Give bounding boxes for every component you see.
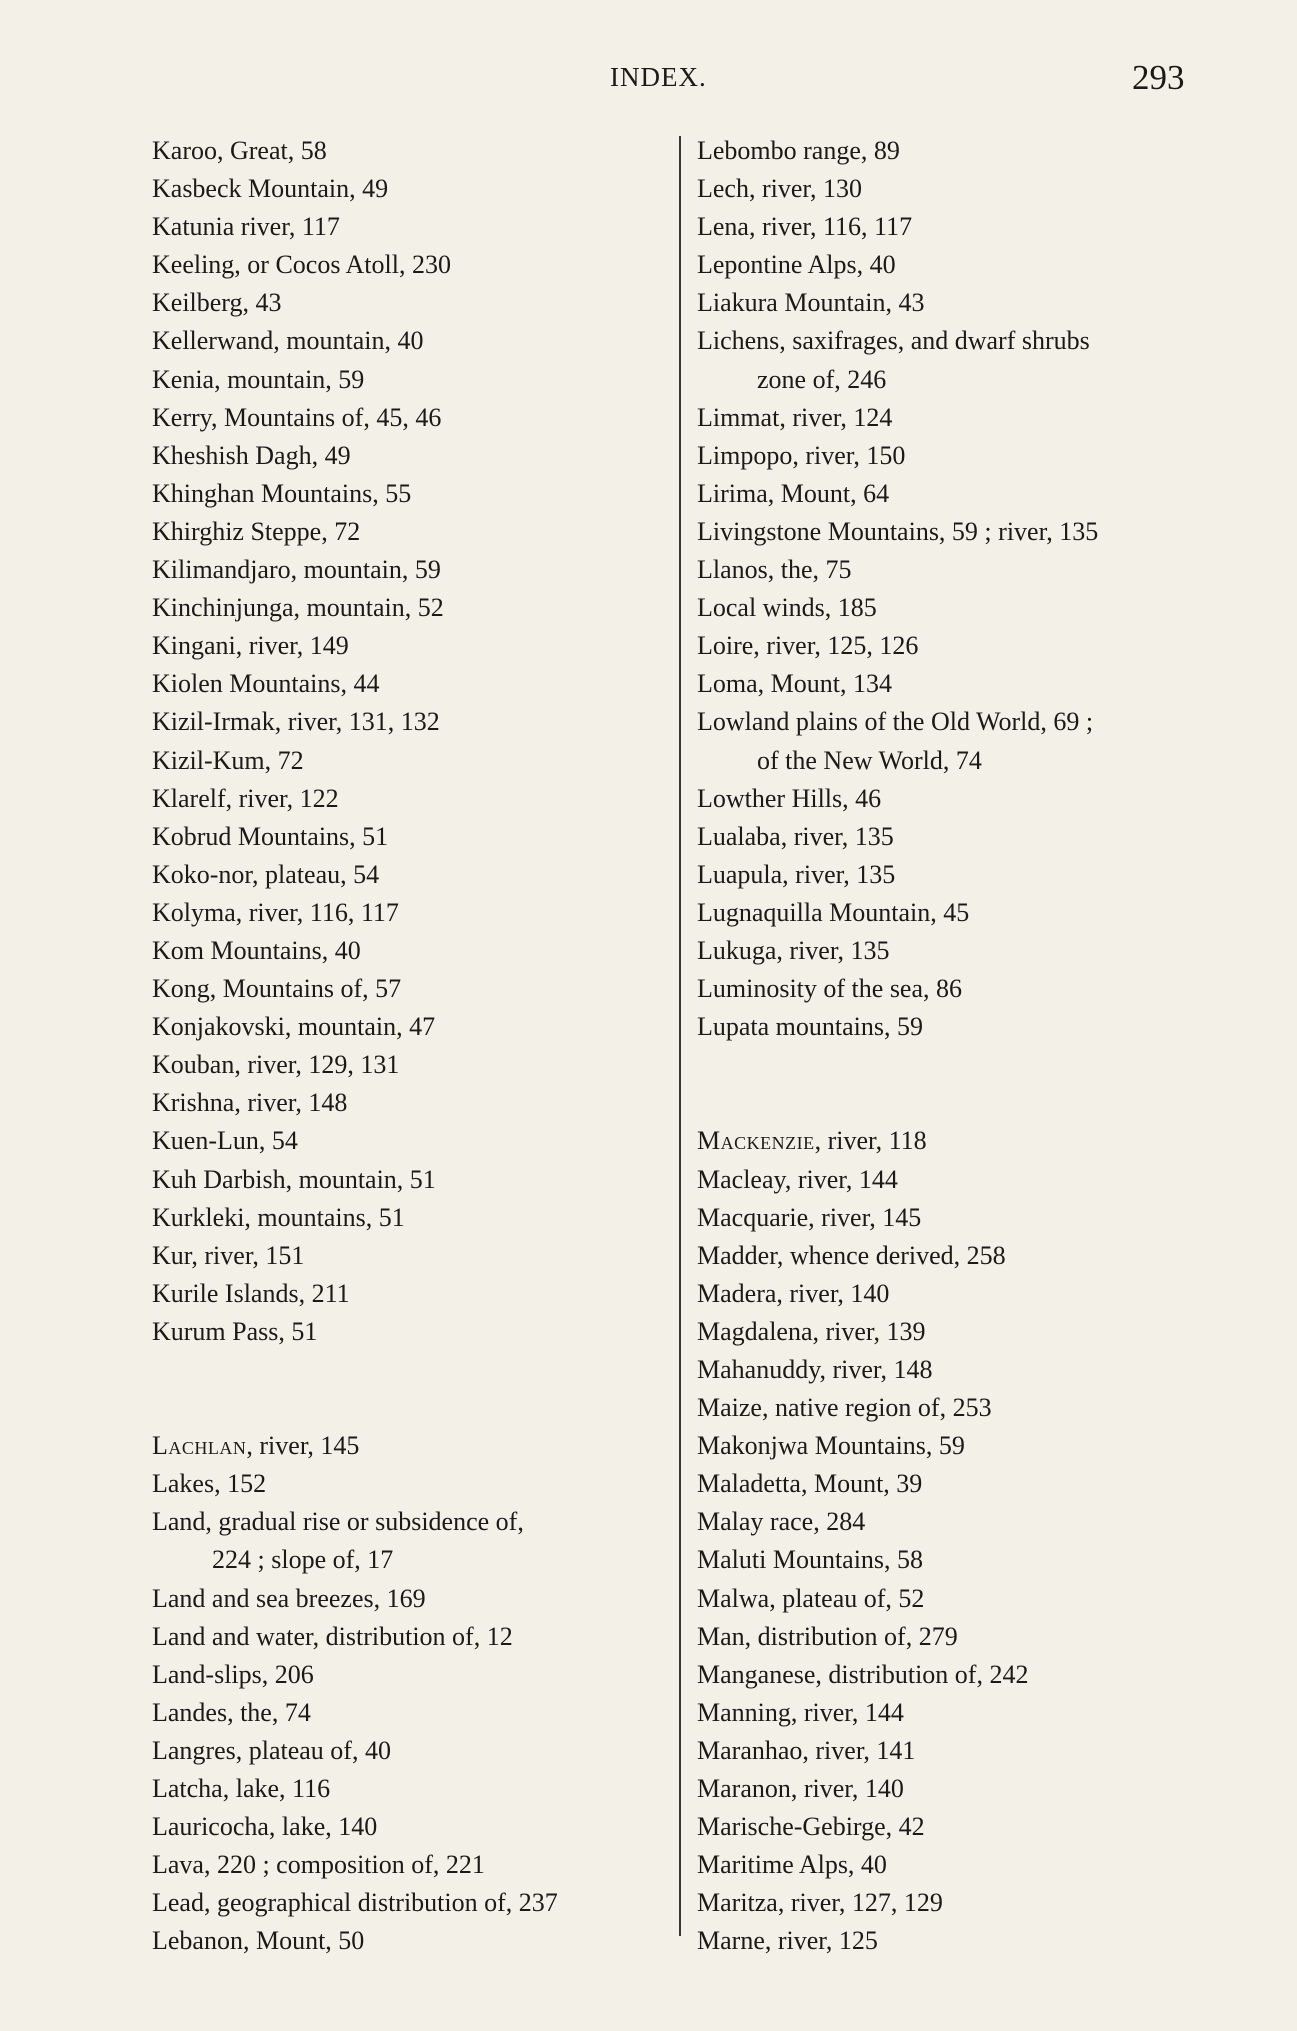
index-entry: Lowland plains of the Old World, 69 ; [697,707,1094,737]
index-entry: Kizil-Irmak, river, 131, 132 [152,707,440,737]
index-entry: Lakes, 152 [152,1469,267,1499]
index-entry: Land, gradual rise or subsidence of, [152,1507,524,1537]
index-entry: Lebanon, Mount, 50 [152,1926,365,1956]
section-lead-word: Mackenzie [697,1126,815,1156]
index-entry: Lualaba, river, 135 [697,821,894,851]
index-entry: Karoo, Great, 58 [152,136,327,165]
index-entry: Macleay, river, 144 [697,1164,898,1194]
index-entry: Kong, Mountains of, 57 [152,974,402,1004]
index-entry: Kuen-Lun, 54 [152,1126,298,1156]
index-entry: Manning, river, 144 [697,1697,904,1727]
index-entry: Kerry, Mountains of, 45, 46 [152,402,442,432]
index-entry: Kuh Darbish, mountain, 51 [152,1164,436,1194]
index-entry: Malwa, plateau of, 52 [697,1583,925,1613]
index-entry: Marne, river, 125 [697,1926,878,1956]
index-entry: Klarelf, river, 122 [152,783,339,813]
index-entry: Lichens, saxifrages, and dwarf shrubs [697,326,1090,356]
index-entry: Keeling, or Cocos Atoll, 230 [152,250,451,280]
running-header: INDEX. [610,62,707,92]
index-entry: Lupata mountains, 59 [697,1012,924,1042]
index-entry: Kingani, river, 149 [152,631,349,661]
index-entry: Kellerwand, mountain, 40 [152,326,424,356]
index-entry: Keilberg, 43 [152,288,282,318]
index-entry: Kur, river, 151 [152,1240,305,1270]
index-entry: Lebombo range, 89 [697,136,900,165]
index-entry: Malay race, 284 [697,1507,866,1537]
index-entry: Lepontine Alps, 40 [697,250,896,280]
index-entry: Madera, river, 140 [697,1278,890,1308]
index-entry: Maluti Mountains, 58 [697,1545,924,1575]
index-entry-continuation: zone of, 246 [757,364,887,394]
index-entry: Lauricocha, lake, 140 [152,1812,378,1842]
index-entry: Lead, geographical distribution of, 237 [152,1888,558,1918]
index-entry [152,1427,672,1465]
index-entry: Katunia river, 117 [152,212,340,242]
index-entry: Manganese, distribution of, 242 [697,1659,1029,1689]
index-entry: Kasbeck Mountain, 49 [152,174,389,204]
index-entry: Kurum Pass, 51 [152,1316,318,1346]
index-entry: Maritime Alps, 40 [697,1850,887,1880]
index-entry: Macquarie, river, 145 [697,1202,922,1232]
index-entry: Land and sea breezes, 169 [152,1583,426,1613]
index-entry: Lukuga, river, 135 [697,935,890,965]
index-entry: Kolyma, river, 116, 117 [152,897,399,927]
right-index-column [697,132,1237,1961]
column-divider [679,136,681,1936]
section-lead-rest: , river, 118 [814,1126,927,1156]
index-entry: Lava, 220 ; composition of, 221 [152,1850,485,1880]
index-entry: Livingstone Mountains, 59 ; river, 135 [697,516,1099,546]
index-entry: Kurkleki, mountains, 51 [152,1202,405,1232]
index-entry: Marische-Gebirge, 42 [697,1812,925,1842]
index-entry: Lech, river, 130 [697,174,863,204]
index-entry: Koko-nor, plateau, 54 [152,859,380,889]
index-entry: Lirima, Mount, 64 [697,478,890,508]
index-entry: Land-slips, 206 [152,1659,314,1689]
index-entry: Magdalena, river, 139 [697,1316,926,1346]
index-entry: Lowther Hills, 46 [697,783,882,813]
index-entry: Land and water, distribution of, 12 [152,1621,513,1651]
section-gap [152,1351,672,1427]
index-entry: Loma, Mount, 134 [697,669,892,699]
index-entry: Kiolen Mountains, 44 [152,669,380,699]
index-entry: Landes, the, 74 [152,1697,311,1727]
index-entry: Luapula, river, 135 [697,859,896,889]
index-entry: Kurile Islands, 211 [152,1278,350,1308]
index-entry: Kilimandjaro, mountain, 59 [152,555,441,585]
index-entry: Man, distribution of, 279 [697,1621,958,1651]
index-entry: Llanos, the, 75 [697,555,852,585]
index-entry: Lugnaquilla Mountain, 45 [697,897,970,927]
index-entry: Latcha, lake, 116 [152,1774,331,1804]
index-entry: Kom Mountains, 40 [152,935,361,965]
index-entry: Kizil-Kum, 72 [152,745,304,775]
index-entry: Maladetta, Mount, 39 [697,1469,923,1499]
index-entry: Liakura Mountain, 43 [697,288,925,318]
index-entry: Maranon, river, 140 [697,1774,904,1804]
index-entry-continuation: 224 ; slope of, 17 [212,1545,394,1575]
index-entry: Kheshish Dagh, 49 [152,440,351,470]
index-entry: Limmat, river, 124 [697,402,893,432]
index-entry: Madder, whence derived, 258 [697,1240,1006,1270]
index-entry: Lena, river, 116, 117 [697,212,913,242]
index-entry: Luminosity of the sea, 86 [697,974,963,1004]
index-entry: Khirghiz Steppe, 72 [152,516,361,546]
index-entry: Kinchinjunga, mountain, 52 [152,593,444,623]
index-entry: Konjakovski, mountain, 47 [152,1012,436,1042]
index-entry: Maize, native region of, 253 [697,1393,992,1423]
index-entry: Mahanuddy, river, 148 [697,1355,933,1384]
index-entry: Langres, plateau of, 40 [152,1735,391,1765]
index-entry: Limpopo, river, 150 [697,440,906,470]
index-entry: Khinghan Mountains, 55 [152,478,412,508]
section-gap [697,1046,1237,1122]
index-entry-continuation: of the New World, 74 [757,745,982,775]
index-entry: Kobrud Mountains, 51 [152,821,389,851]
index-entry: Kenia, mountain, 59 [152,364,365,394]
section-lead-rest: , river, 145 [246,1431,360,1461]
index-entry: Krishna, river, 148 [152,1088,348,1118]
section-lead-word: Lachlan [152,1431,247,1461]
index-entry [697,1122,1237,1160]
index-entry: Maritza, river, 127, 129 [697,1888,943,1918]
left-index-column [152,132,672,1961]
index-entry: Kouban, river, 129, 131 [152,1050,400,1080]
index-entry: Makonjwa Mountains, 59 [697,1431,965,1461]
index-entry: Maranhao, river, 141 [697,1735,916,1765]
page-number: 293 [1132,58,1185,97]
index-entry: Loire, river, 125, 126 [697,631,919,661]
index-entry: Local winds, 185 [697,593,877,623]
